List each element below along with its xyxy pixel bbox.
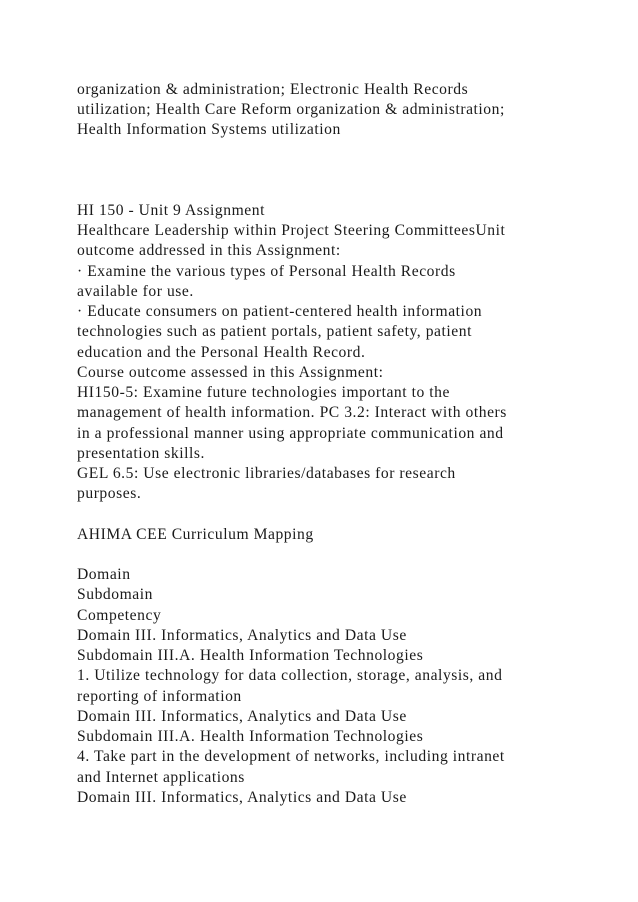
assignment-line: presentation skills. (77, 445, 205, 462)
mapping-line: Domain III. Informatics, Analytics and Data Use (77, 627, 407, 644)
mapping-line: Subdomain III.A. Health Information Technologies (77, 728, 424, 745)
assignment-line: management of health information. PC 3.2: Interact with others (77, 404, 507, 421)
assignment-line: in a professional manner using appropriate communication and (77, 425, 504, 442)
intro-line: utilization; Health Care Reform organization & administration; (77, 101, 505, 118)
assignment-line: Course outcome assessed in this Assignment: (77, 364, 384, 381)
intro-line: Health Information Systems utilization (77, 121, 341, 138)
mapping-line: Competency (77, 607, 162, 624)
assignment-line: technologies such as patient portals, patient safety, patient (77, 323, 472, 340)
mapping-line: Subdomain (77, 586, 153, 603)
assignment-line: purposes. (77, 485, 142, 502)
assignment-line: available for use. (77, 283, 194, 300)
mapping-line: 4. Take part in the development of networks, including intranet (77, 748, 505, 765)
mapping-line: reporting of information (77, 688, 242, 705)
assignment-line: · Examine the various types of Personal Health Records (77, 263, 456, 280)
assignment-title: HI 150 - Unit 9 Assignment (77, 202, 265, 219)
mapping-line: Domain III. Informatics, Analytics and Data Use (77, 789, 407, 806)
mapping-line: 1. Utilize technology for data collection, storage, analysis, and (77, 667, 503, 684)
assignment-line: HI150-5: Examine future technologies important to the (77, 384, 450, 401)
assignment-line: Healthcare Leadership within Project Steering CommitteesUnit (77, 222, 506, 239)
assignment-line: education and the Personal Health Record. (77, 344, 366, 361)
assignment-line: · Educate consumers on patient-centered health information (77, 303, 483, 320)
mapping-heading: AHIMA CEE Curriculum Mapping (77, 526, 314, 543)
mapping-line: and Internet applications (77, 769, 245, 786)
mapping-line: Subdomain III.A. Health Information Technologies (77, 647, 424, 664)
mapping-line: Domain III. Informatics, Analytics and Data Use (77, 708, 407, 725)
assignment-line: outcome addressed in this Assignment: (77, 242, 341, 259)
assignment-line: GEL 6.5: Use electronic libraries/databases for research (77, 465, 456, 482)
mapping-line: Domain (77, 566, 131, 583)
intro-line: organization & administration; Electronic Health Records (77, 81, 469, 98)
